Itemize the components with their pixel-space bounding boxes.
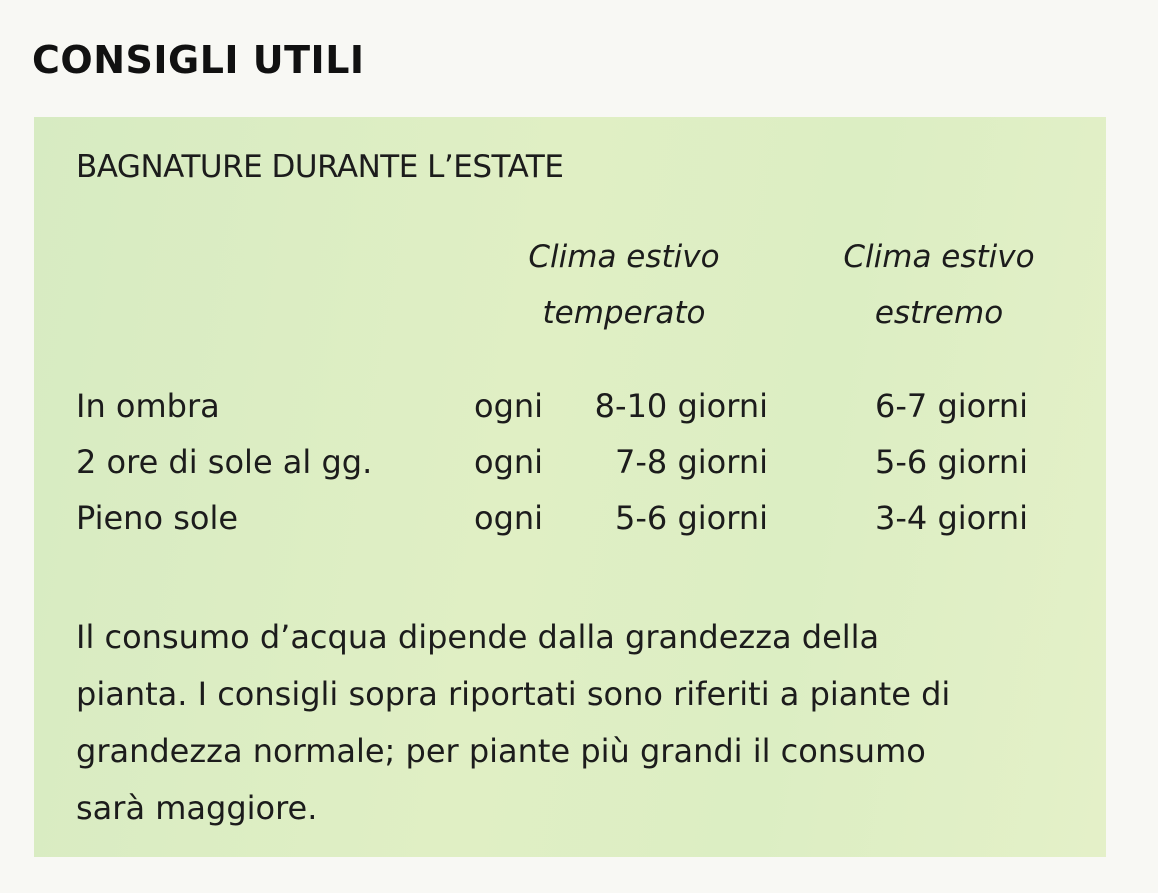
column-header-extreme bbox=[789, 229, 1089, 341]
row-label: In ombra bbox=[76, 387, 220, 425]
row-temperate-value: 7-8 giorni bbox=[615, 443, 768, 481]
note-line: pianta. I consigli sopra riportati sono riferiti a piante di bbox=[76, 675, 951, 713]
row-label: Pieno sole bbox=[76, 499, 239, 537]
column-header-temperate bbox=[474, 229, 774, 341]
column-header-temperate-line2: temperato bbox=[542, 295, 706, 331]
note-line: sarà maggiore. bbox=[76, 789, 318, 827]
note-line: Il consumo d’acqua dipende dalla grandezza della bbox=[76, 618, 880, 656]
info-box bbox=[34, 117, 1106, 857]
table-row bbox=[34, 443, 1106, 499]
row-extreme-value: 3-4 giorni bbox=[875, 499, 1028, 537]
note-line: grandezza normale; per piante più grandi il consumo bbox=[76, 732, 926, 770]
note-paragraph bbox=[76, 609, 1076, 837]
page-title: CONSIGLI UTILI bbox=[32, 38, 365, 82]
box-title: BAGNATURE DURANTE L’ESTATE bbox=[76, 149, 564, 185]
row-every: ogni bbox=[474, 443, 544, 481]
row-extreme-value: 5-6 giorni bbox=[875, 443, 1028, 481]
row-temperate-value: 5-6 giorni bbox=[615, 499, 768, 537]
row-extreme-value: 6-7 giorni bbox=[875, 387, 1028, 425]
column-header-extreme-line1: Clima estivo bbox=[843, 239, 1035, 275]
column-header-temperate-line1: Clima estivo bbox=[528, 239, 720, 275]
row-every: ogni bbox=[474, 387, 544, 425]
row-label: 2 ore di sole al gg. bbox=[76, 443, 373, 481]
table-row bbox=[34, 387, 1106, 443]
row-temperate-value: 8-10 giorni bbox=[594, 387, 768, 425]
row-every: ogni bbox=[474, 499, 544, 537]
column-header-extreme-line2: estremo bbox=[874, 295, 1004, 331]
table-row bbox=[34, 499, 1106, 555]
